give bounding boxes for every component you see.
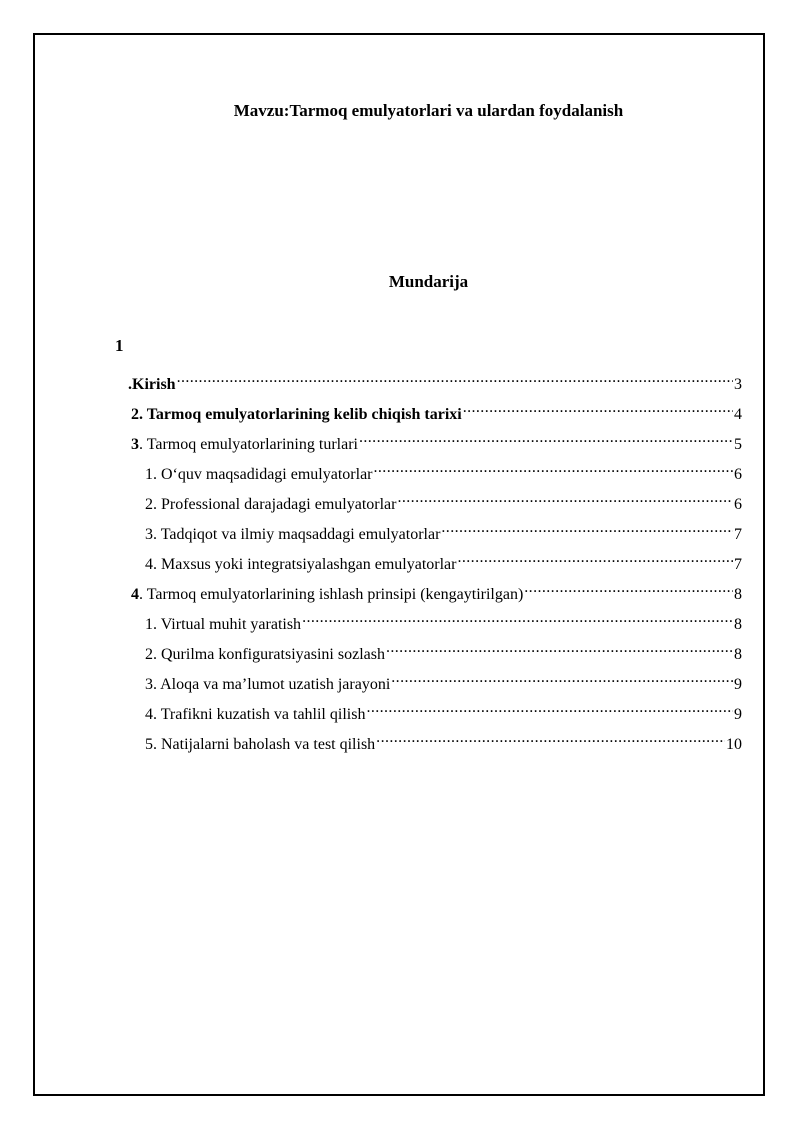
toc-dot-leader xyxy=(386,637,733,659)
toc-page-number: 3 xyxy=(734,376,742,393)
toc-subentry[interactable] xyxy=(145,727,742,753)
toc-dot-leader xyxy=(177,367,733,389)
toc-entry-title: . Tarmoq emulyatorlarining turlari xyxy=(139,436,358,453)
toc-page-number: 7 xyxy=(734,556,742,573)
toc-entry-types[interactable] xyxy=(131,427,742,453)
toc-entry-title: 2. Professional darajadagi emulyatorlar xyxy=(145,496,397,513)
toc-entry-history[interactable] xyxy=(131,397,742,423)
toc-page-number: 4 xyxy=(734,406,742,423)
toc-dot-leader xyxy=(463,397,733,419)
toc-page-number: 9 xyxy=(734,676,742,693)
toc-dot-leader xyxy=(376,727,725,749)
toc-dot-leader xyxy=(524,577,733,599)
toc-entry-title: 3. Aloqa va ma’lumot uzatish jarayoni xyxy=(145,676,391,693)
toc-dot-leader xyxy=(457,547,733,569)
toc-dot-leader xyxy=(397,487,733,509)
toc-entry-title: 5. Natijalarni baholash va test qilish xyxy=(145,736,376,753)
toc-entry-principles[interactable] xyxy=(131,577,742,603)
toc-page-number: 7 xyxy=(734,526,742,543)
toc-entry-title: 3. Tadqiqot va ilmiy maqsaddagi emulyatorlar xyxy=(145,526,441,543)
toc-subentry[interactable] xyxy=(145,487,742,513)
toc-entry-kirish[interactable] xyxy=(128,367,742,393)
toc-entry-title: 1. Virtual muhit yaratish xyxy=(145,616,302,633)
toc-entry-bold: 2. Tarmoq emulyatorlarining kelib chiqish tarixi xyxy=(131,406,462,423)
toc-dot-leader xyxy=(302,607,733,629)
toc-subentry[interactable] xyxy=(145,607,742,633)
toc-entry-title: 1. O‘quv maqsadidagi emulyatorlar xyxy=(145,466,373,483)
toc-subentry[interactable] xyxy=(145,517,742,543)
toc-subentry[interactable] xyxy=(145,457,742,483)
toc-entry-title: 4. Maxsus yoki integratsiyalashgan emulyatorlar xyxy=(145,556,457,573)
document-topic: Mavzu:Tarmoq emulyatorlari va ulardan foydalanish xyxy=(233,101,624,120)
toc-page-number: 5 xyxy=(734,436,742,453)
toc-page-number: 8 xyxy=(734,646,742,663)
toc-entry-bold: .Kirish xyxy=(128,376,176,393)
toc-page-number: 10 xyxy=(726,736,742,753)
section-number: 1 xyxy=(115,336,124,355)
toc-entry-bold: 3 xyxy=(131,436,139,453)
toc-dot-leader xyxy=(366,697,733,719)
toc-page-number: 6 xyxy=(734,466,742,483)
toc-entry-title: . Tarmoq emulyatorlarining ishlash prinsipi (kengaytirilgan) xyxy=(139,586,524,603)
toc-page-number: 8 xyxy=(734,586,742,603)
toc-page-number: 8 xyxy=(734,616,742,633)
toc-dot-leader xyxy=(374,457,734,479)
toc-subentry[interactable] xyxy=(145,547,742,573)
toc-entry-title: 4. Trafikni kuzatish va tahlil qilish xyxy=(145,706,366,723)
toc-subentry[interactable] xyxy=(145,697,742,723)
toc-entry-bold: 4 xyxy=(131,586,139,603)
toc-dot-leader xyxy=(359,427,733,449)
toc-subentry[interactable] xyxy=(145,637,742,663)
toc-dot-leader xyxy=(391,667,733,689)
toc-entry-title: 2. Qurilma konfiguratsiyasini sozlash xyxy=(145,646,385,663)
toc-subentry[interactable] xyxy=(145,667,742,693)
toc-heading: Mundarija xyxy=(388,272,469,291)
toc-page-number: 6 xyxy=(734,496,742,513)
toc-page-number: 9 xyxy=(734,706,742,723)
toc-dot-leader xyxy=(441,517,733,539)
